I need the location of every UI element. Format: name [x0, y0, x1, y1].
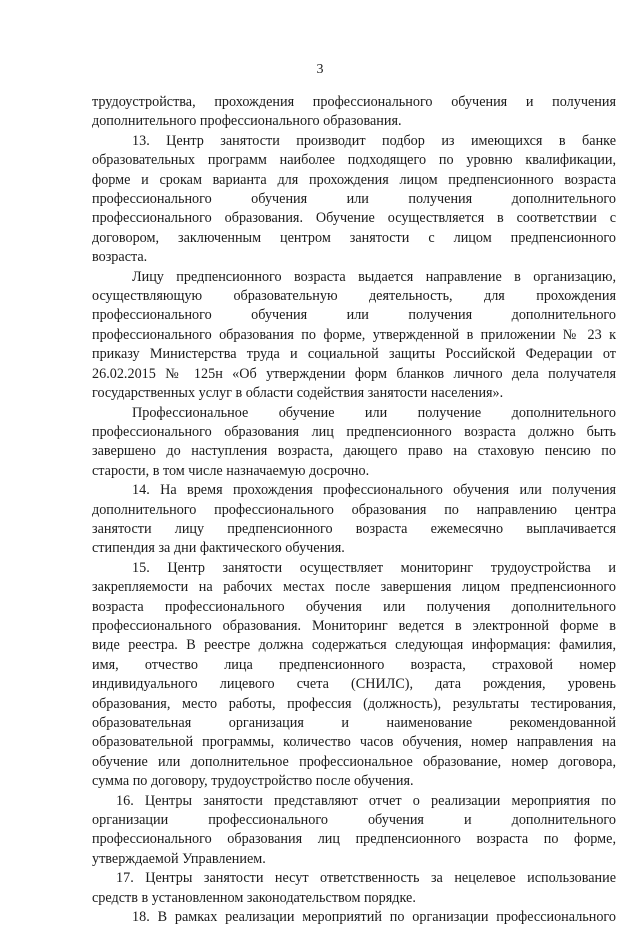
page-number: 3	[316, 62, 324, 77]
paragraph-p18	[92, 908, 616, 927]
text-line: осуществляющую образовательную деятельность, для прохождения	[92, 288, 616, 305]
text-line: возраста.	[92, 249, 148, 266]
text-line: образования, место работы, профессия (должность), результаты тестирования,	[92, 695, 616, 712]
text-line: образовательной программы, количество часов обучения, номер направления на	[92, 734, 616, 751]
text-line: стипендия за дни фактического обучения.	[92, 540, 345, 557]
paragraph-p13-completion	[92, 404, 616, 482]
text-line: образовательная организация и наименование рекомендованной	[92, 715, 616, 731]
paragraph-p13	[92, 132, 616, 268]
text-line: занятости лицу предпенсионного возраста ежемесячно выплачивается	[92, 520, 616, 537]
text-line: приказу Министерства труда и социальной защиты Российской Федерации от	[92, 346, 616, 363]
text-line: 17. Центры занятости несут ответственность за нецелевое использование	[116, 870, 616, 887]
text-line: дополнительного профессионального образования по направлению центра	[92, 501, 616, 518]
paragraph-p14	[92, 481, 616, 559]
text-line: 13. Центр занятости производит подбор из имеющихся в банке	[132, 132, 616, 149]
text-line: старости, в том числе назначаемую досрочно.	[92, 462, 370, 479]
text-line: профессионального образования. Мониторинг ведется в электронной форме в	[92, 617, 616, 634]
text-line: утверждаемой Управлением.	[92, 850, 266, 867]
text-line: Профессиональное обучение или получение дополнительного	[132, 404, 616, 421]
text-line: дополнительного профессионального образования.	[92, 113, 402, 130]
text-line: профессионального образования лиц предпенсионного возраста должно быть	[92, 423, 616, 440]
text-line: закрепляемости на рабочих местах после завершения лицом предпенсионного	[92, 579, 616, 596]
text-line: индивидуального лицевого счета (СНИЛС), дата рождения, уровень	[92, 676, 616, 693]
text-line: трудоустройства, прохождения профессионального обучения и получения	[92, 94, 616, 110]
text-line: обучение или дополнительное профессиональное образование, номер договора,	[92, 753, 616, 770]
document-body	[92, 93, 616, 927]
paragraph-p17	[92, 869, 616, 908]
text-line: средств в установленном законодательством порядке.	[92, 889, 416, 906]
text-line: 26.02.2015 № 125н «Об утверждении форм бланков личного дела получателя	[92, 365, 616, 382]
text-line: профессионального обучения или получения дополнительного	[92, 307, 616, 324]
text-line: профессионального образования. Обучение осуществляется в соответствии с	[92, 210, 616, 227]
text-line: профессионального обучения или получения дополнительного	[92, 191, 616, 208]
text-line: 16. Центры занятости представляют отчет о реализации мероприятия по	[116, 792, 616, 809]
text-line: сумма по договору, трудоустройство после обучения.	[92, 773, 414, 790]
text-line: Лицу предпенсионного возраста выдается направление в организацию,	[132, 268, 616, 285]
text-line: форме и срокам варианта для прохождения лицом предпенсионного возраста	[92, 171, 616, 188]
text-line: договором, заключенным центром занятости с лицом предпенсионного	[92, 229, 616, 246]
paragraph-p13-direction	[92, 268, 616, 404]
text-line: организации профессионального обучения и дополнительного	[92, 812, 616, 829]
text-line: государственных услуг в области содействия занятости населения».	[92, 385, 504, 402]
text-line: профессионального образования по форме, утвержденной в приложении № 23 к	[92, 326, 616, 343]
text-line: профессионального образования лиц предпенсионного возраста по форме,	[92, 831, 616, 848]
paragraph-p-continuation	[92, 93, 616, 132]
text-line: 18. В рамках реализации мероприятий по организации профессионального	[132, 909, 616, 926]
text-line: 14. На время прохождения профессионального обучения или получения	[132, 482, 616, 499]
text-line: образовательных программ наиболее подходящего по уровню квалификации,	[92, 152, 616, 169]
text-line: завершено до наступления возраста, дающего право на стаховую пенсию по	[92, 443, 616, 460]
paragraph-p15	[92, 559, 616, 792]
paragraph-p16	[92, 792, 616, 870]
text-line: 15. Центр занятости осуществляет мониторинг трудоустройства и	[132, 559, 616, 576]
text-line: виде реестра. В реестре должна содержаться следующая информация: фамилия,	[92, 637, 616, 654]
text-line: возраста профессионального обучения или получения дополнительного	[92, 598, 616, 615]
text-line: имя, отчество лица предпенсионного возраста, страховой номер	[92, 656, 616, 673]
